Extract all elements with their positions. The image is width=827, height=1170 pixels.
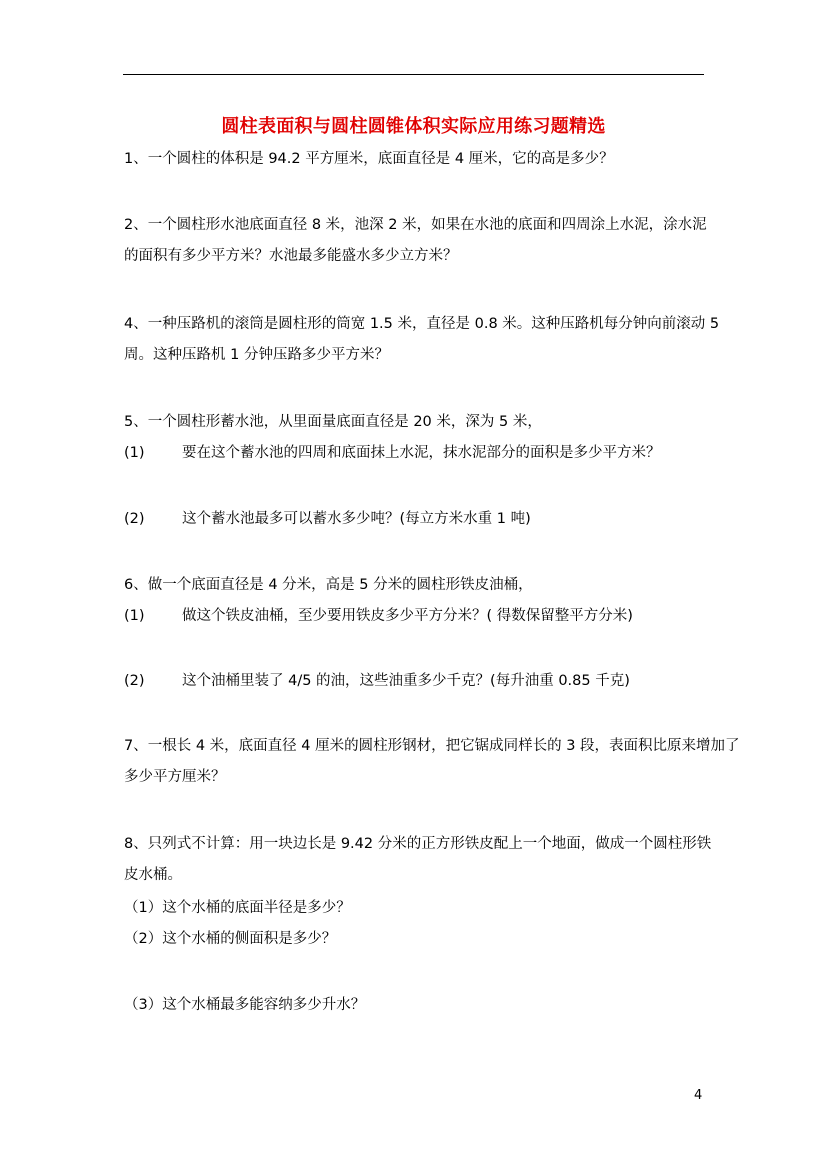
part-text: 做这个铁皮油桶，至少要用铁皮多少平方分米？( 得数保留整平方分米) [182, 608, 633, 624]
question-8-line-2: 皮水桶。 [124, 867, 182, 883]
header-rule [123, 74, 704, 75]
question-8-part-3: （3）这个水桶最多能容纳多少升水？ [124, 997, 366, 1013]
part-text: 要在这个蓄水池的四周和底面抹上水泥，抹水泥部分的面积是多少平方米？ [182, 445, 661, 461]
part-number: (2) [124, 511, 145, 527]
question-8-part-1: （1）这个水桶的底面半径是多少？ [124, 900, 351, 916]
question-5-part-2 [124, 509, 531, 529]
question-7-line-1: 7、一根长 4 米，底面直径 4 厘米的圆柱形钢材，把它锯成同样长的 3 段，表面积比原来增加了 [124, 738, 740, 754]
part-number: (2) [124, 673, 145, 689]
page-number: 4 [694, 1088, 703, 1103]
part-text: 这个油桶里装了 4/5 的油，这些油重多少千克？(每升油重 0.85 千克) [182, 673, 630, 689]
question-6: 6、做一个底面直径是 4 分米，高是 5 分米的圆柱形铁皮油桶， [124, 577, 533, 593]
question-8-part-2: （2）这个水桶的侧面积是多少？ [124, 931, 337, 947]
document-title: 圆柱表面积与圆柱圆锥体积实际应用练习题精选 [221, 116, 606, 137]
part-number: (1) [124, 445, 145, 461]
question-4-line-1: 4、一种压路机的滚筒是圆柱形的筒宽 1.5 米，直径是 0.8 米。这种压路机每分钟向前滚动 5 [124, 316, 720, 332]
question-5: 5、一个圆柱形蓄水池，从里面量底面直径是 20 米，深为 5 米， [124, 414, 542, 430]
question-2-line-2: 的面积有多少平方米？水池最多能盛水多少立方米？ [124, 248, 458, 264]
question-8-line-1: 8、只列式不计算：用一块边长是 9.42 分米的正方形铁皮配上一个地面，做成一个圆柱形铁 [124, 836, 712, 852]
question-6-part-1 [124, 606, 633, 626]
part-number: (1) [124, 608, 145, 624]
question-7-line-2: 多少平方厘米？ [124, 769, 226, 785]
part-text: 这个蓄水池最多可以蓄水多少吨？(每立方米水重 1 吨) [182, 511, 531, 527]
question-4-line-2: 周。这种压路机 1 分钟压路多少平方米？ [124, 347, 389, 363]
question-6-part-2 [124, 671, 630, 691]
question-2-line-1: 2、一个圆柱形水池底面直径 8 米，池深 2 米，如果在水池的底面和四周涂上水泥，涂水泥 [124, 217, 707, 233]
question-1: 1、一个圆柱的体积是 94.2 平方厘米，底面直径是 4 厘米，它的高是多少？ [124, 151, 614, 167]
question-5-part-1 [124, 443, 661, 463]
